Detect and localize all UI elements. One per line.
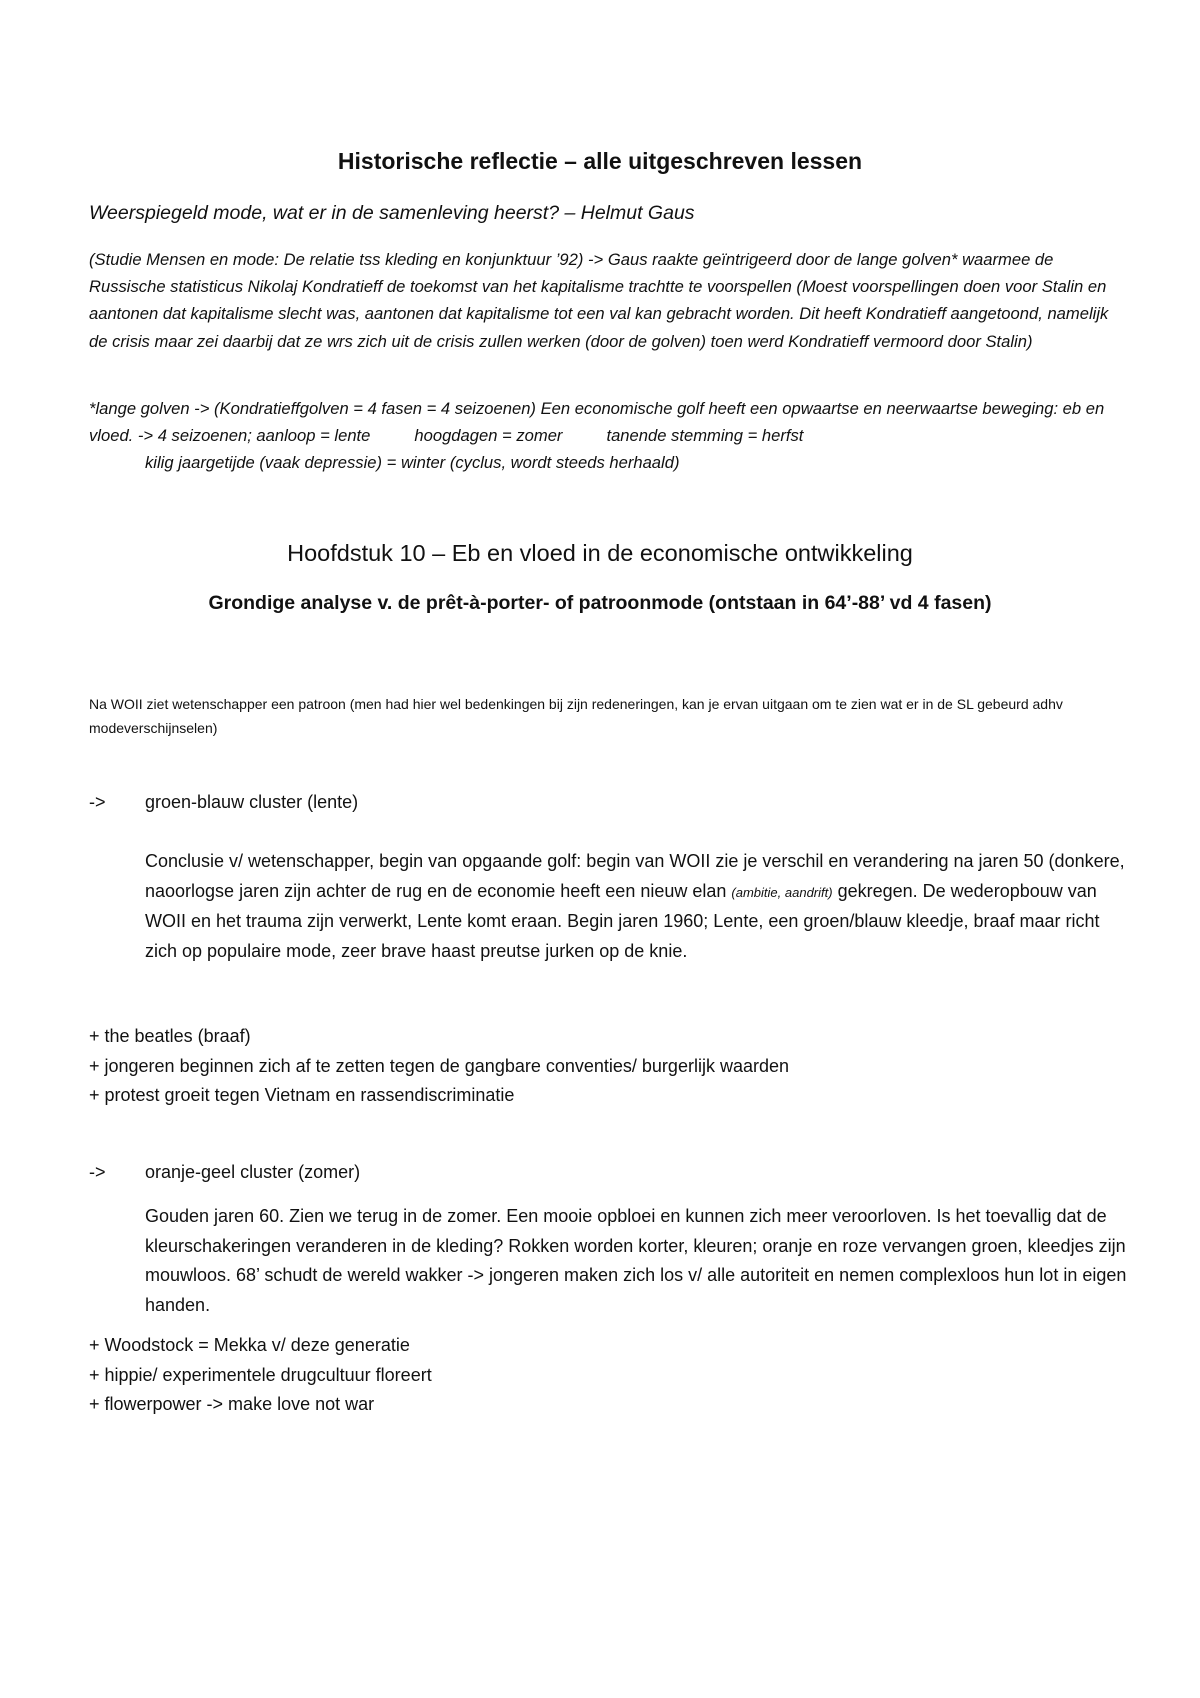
arrow-marker: -> bbox=[89, 792, 106, 812]
document-title: Historische reflectie – alle uitgeschreven lessen bbox=[337, 148, 863, 174]
cluster-1-small-note: (ambitie, aandrift) bbox=[731, 884, 833, 900]
cluster-1-list bbox=[89, 1022, 1129, 1111]
document-subtitle: Weerspiegeld mode, wat er in de samenleving heerst? – Helmut Gaus bbox=[89, 202, 695, 224]
cluster-heading-zomer bbox=[89, 1160, 1129, 1184]
arrow-marker: -> bbox=[89, 1162, 106, 1182]
cluster-2-paragraph: Gouden jaren 60. Zien we terug in de zomer. Een mooie opbloei en kunnen zich meer veroorloven. Is het toevallig dat de kleurschakeringen veranderen in de kleding? Rokken worden korter, kleuren; oranje en roze vervangen groen, kleedjes zijn mouwloos. 68’ schudt de wereld wakker -> jongeren maken zich los v/ alle autoriteit en nemen complexloos hun lot in eigen handen. bbox=[145, 1206, 1127, 1315]
intro-paragraph: Na WOII ziet wetenschapper een patroon (men had hier wel bedenkingen bij zijn redeneringen, kan je ervan uitgaan om te zien wat er in de SL gebeurd adhv modeverschijnselen) bbox=[89, 696, 1063, 736]
cluster-2-list bbox=[89, 1331, 1129, 1420]
list-item: + protest groeit tegen Vietnam en rassendiscriminatie bbox=[89, 1085, 515, 1105]
golven-paragraph bbox=[89, 395, 1119, 477]
list-item: + the beatles (braaf) bbox=[89, 1026, 251, 1046]
study-paragraph: (Studie Mensen en mode: De relatie tss kleding en konjunktuur ’92) -> Gaus raakte geïntrigeerd door de lange golven* waarmee de Russische statisticus Nikolaj Kondratieff de toekomst van het kapitalisme trachtte te voorspellen (Moest voorspellingen doen voor Stalin en aantonen dat kapitalisme slecht was, aantonen dat kapitalisme tot een val kan gebracht worden. Dit heeft Kondratieff aangetoond, namelijk de crisis maar zei daarbij dat ze wrs zich uit de crisis zullen werken (door de golven) toen werd Kondratieff vermoord door Stalin) bbox=[89, 250, 1109, 351]
cluster-1-text-part2: gekregen. De wederopbouw van WOII en het trauma zijn verwerkt, Lente komt eraan. Begin jaren 1960; Lente, een groen/blauw kleedje, braaf maar richt zich op populaire mode, zeer brave haast preutse jurken op de knie. bbox=[145, 880, 1100, 961]
chapter-subtitle: Grondige analyse v. de prêt-à-porter- of patroonmode (ontstaan in 64’-88’ vd 4 fasen) bbox=[208, 592, 992, 614]
season-summer: hoogdagen = zomer bbox=[414, 426, 563, 446]
cluster-1-text-part1: Conclusie v/ wetenschapper, begin van opgaande golf: begin van WOII zie je verschil en verandering na jaren 50 (donkere, naoorlogse jaren zijn achter de rug en de economie heeft een nieuw elan bbox=[145, 851, 1125, 901]
cluster-heading-lente bbox=[89, 790, 1129, 814]
list-item: + hippie/ experimentele drugcultuur floreert bbox=[89, 1364, 432, 1385]
season-autumn: tanende stemming = herfst bbox=[606, 426, 804, 446]
golven-main-text: *lange golven -> (Kondratieffgolven = 4 fasen = 4 seizoenen) Een economische golf heeft een opwaartse en neerwaartse beweging: eb en vloed. -> 4 seizoenen; aanloop = lente bbox=[89, 399, 1105, 446]
list-item: + jongeren beginnen zich af te zetten tegen de gangbare conventies/ burgerlijk waarden bbox=[89, 1055, 789, 1076]
cluster-label: groen-blauw cluster (lente) bbox=[145, 792, 359, 812]
cluster-label: oranje-geel cluster (zomer) bbox=[145, 1162, 361, 1182]
chapter-title: Hoofdstuk 10 – Eb en vloed in de economische ontwikkeling bbox=[287, 540, 913, 566]
season-winter: kilig jaargetijde (vaak depressie) = winter (cyclus, wordt steeds herhaald) bbox=[145, 453, 680, 473]
cluster-1-paragraph bbox=[145, 847, 1130, 966]
list-item: + Woodstock = Mekka v/ deze generatie bbox=[89, 1335, 410, 1355]
list-item: + flowerpower -> make love not war bbox=[89, 1394, 375, 1414]
